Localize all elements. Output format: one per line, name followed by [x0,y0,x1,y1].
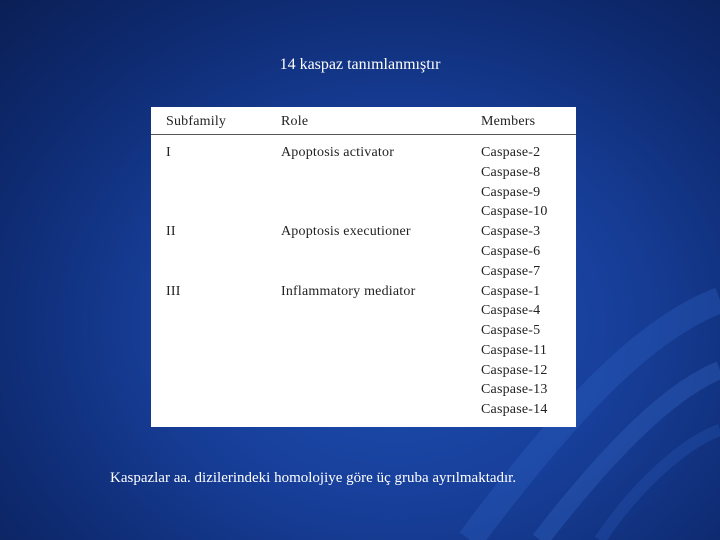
header-subfamily: Subfamily [166,114,227,129]
member-cell: Caspase-12 [481,363,548,378]
member-cell: Caspase-3 [481,224,541,239]
table-header-row [151,107,576,135]
role-cell: Inflammatory mediator [281,284,416,299]
member-cell: Caspase-1 [481,284,541,299]
member-cell: Caspase-9 [481,185,541,200]
member-cell: Caspase-5 [481,323,541,338]
subfamily-cell: II [166,224,176,239]
member-cell: Caspase-4 [481,303,541,318]
slide-title: 14 kaspaz tanımlanmıştır [279,56,441,73]
header-role: Role [281,114,309,129]
member-cell: Caspase-2 [481,145,541,160]
member-cell: Caspase-7 [481,264,541,279]
member-cell: Caspase-6 [481,244,541,259]
member-cell: Caspase-8 [481,165,541,180]
subfamily-cell: III [166,284,181,299]
member-cell: Caspase-11 [481,343,548,358]
member-cell: Caspase-14 [481,402,548,417]
member-cell: Caspase-13 [481,382,548,397]
caspase-table [151,107,576,427]
subfamily-cell: I [166,145,171,160]
role-cell: Apoptosis executioner [281,224,411,239]
role-cell: Apoptosis activator [281,145,395,160]
slide-caption: Kaspazlar aa. dizilerindeki homolojiye göre üç gruba ayrılmaktadır. [110,470,517,486]
member-cell: Caspase-10 [481,204,548,219]
header-members: Members [481,114,536,129]
